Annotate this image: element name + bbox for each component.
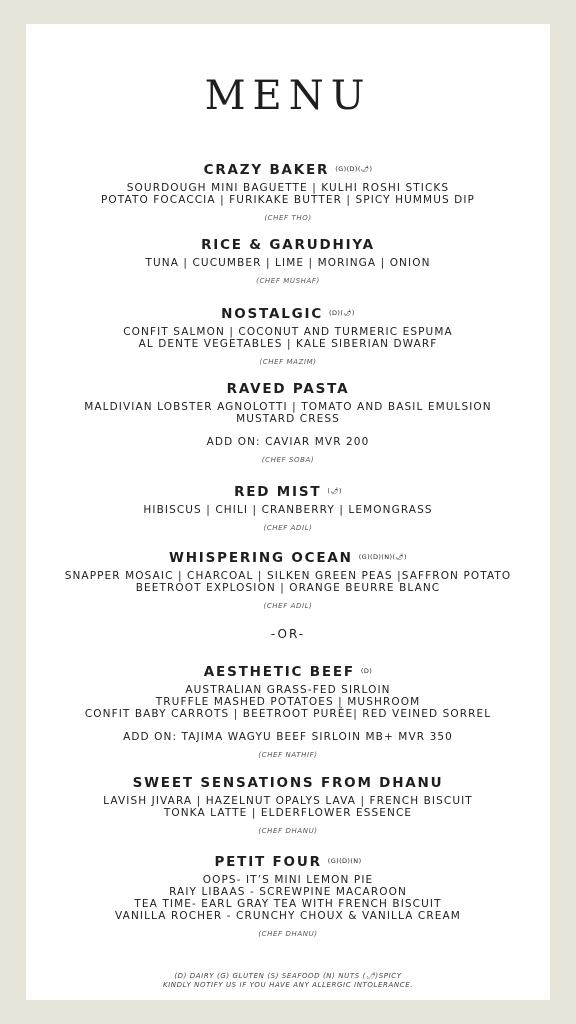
course-name: [26, 380, 550, 398]
course-description-line: TEA TIME- EARL GRAY TEA WITH FRENCH BISCUIT: [134, 898, 442, 910]
course-description-line: RAIY LIBAAS - SCREWPINE MACAROON: [169, 886, 407, 898]
course-name: [26, 236, 550, 254]
allergen-tags: (D)(🌶): [329, 309, 355, 317]
course-whispering-ocean: [26, 548, 550, 611]
allergen-legend: (D) DAIRY (G) GLUTEN (S) SEAFOOD (N) NUTS (🌶)SPICY: [174, 972, 402, 980]
course-aesthetic-beef: [26, 662, 550, 760]
chef-credit: (CHEF DHANU): [258, 827, 318, 835]
course-red-mist: [26, 482, 550, 533]
course-name: [26, 482, 550, 501]
course-name-text: SWEET SENSATIONS FROM DHANU: [132, 775, 444, 791]
course-sweet-sensations: [26, 774, 550, 836]
chef-credit: (CHEF SOBA): [261, 456, 315, 464]
allergen-tags: (G)(D)(🌶): [335, 165, 373, 173]
course-rice-garudhiya: [26, 236, 550, 286]
chef-credit: (CHEF NATHIF): [258, 751, 318, 759]
course-name-text: NOSTALGIC: [221, 306, 324, 322]
course-description-line: SNAPPER MOSAIC | CHARCOAL | SILKEN GREEN PEAS |SAFFRON POTATO: [64, 570, 512, 582]
allergen-tags: (G)(D)(N)(🌶): [358, 553, 407, 561]
allergen-tags: (D): [360, 667, 373, 675]
course-description-line: HIBISCUS | CHILI | CRANBERRY | LEMONGRASS: [143, 504, 433, 516]
course-nostalgic: [26, 304, 550, 367]
add-on-text: ADD ON: CAVIAR MVR 200: [206, 436, 370, 448]
allergen-footer: [26, 972, 550, 990]
or-separator: -OR-: [270, 627, 306, 641]
chef-credit: (CHEF DHANU): [258, 930, 318, 938]
allergen-tags: (G)(D)(N): [327, 857, 362, 865]
chef-credit: (CHEF MUSHAF): [256, 277, 320, 285]
course-name-text: CRAZY BAKER: [203, 162, 330, 178]
course-name: [26, 160, 550, 179]
course-description-line: AL DENTE VEGETABLES | KALE SIBERIAN DWARF: [138, 338, 438, 350]
add-on-text: ADD ON: TAJIMA WAGYU BEEF SIRLOIN MB+ MVR 350: [123, 731, 453, 743]
course-name-text: RICE & GARUDHIYA: [201, 237, 375, 253]
course-crazy-baker: [26, 160, 550, 223]
course-name-text: WHISPERING OCEAN: [169, 550, 353, 566]
chef-credit: (CHEF THO): [264, 214, 312, 222]
course-name-text: PETIT FOUR: [214, 854, 322, 870]
chef-credit: (CHEF ADIL): [263, 602, 313, 610]
allergy-notice: KINDLY NOTIFY US IF YOU HAVE ANY ALLERGIC INTOLERANCE.: [162, 981, 414, 989]
course-description-line: MALDIVIAN LOBSTER AGNOLOTTI | TOMATO AND BASIL EMULSION: [84, 401, 492, 413]
course-description-line: MUSTARD CRESS: [236, 413, 340, 425]
chef-credit: (CHEF ADIL): [263, 524, 313, 532]
course-description-line: OOPS- IT’S MINI LEMON PIE: [202, 874, 374, 886]
course-description-line: CONFIT BABY CARROTS | BEETROOT PURÉE| RED VEINED SORREL: [84, 708, 492, 720]
course-description-line: CONFIT SALMON | COCONUT AND TURMERIC ESPUMA: [123, 326, 453, 338]
course-description-line: SOURDOUGH MINI BAGUETTE | KULHI ROSHI STICKS: [126, 182, 450, 194]
page-title: MENU: [204, 73, 372, 119]
course-description-line: AUSTRALIAN GRASS-FED SIRLOIN: [185, 684, 391, 696]
course-raved-pasta: [26, 380, 550, 465]
course-name: [26, 662, 550, 681]
course-name-text: RED MIST: [234, 484, 322, 500]
course-description-line: VANILLA ROCHER - CRUNCHY CHOUX & VANILLA CREAM: [115, 910, 461, 922]
course-name: [26, 852, 550, 871]
course-description-line: POTATO FOCACCIA | FURIKAKE BUTTER | SPICY HUMMUS DIP: [101, 194, 475, 206]
course-name: [26, 548, 550, 567]
chef-credit: (CHEF MAZIM): [259, 358, 317, 366]
course-description-line: BEETROOT EXPLOSION | ORANGE BEURRE BLANC: [135, 582, 441, 594]
course-name-text: AESTHETIC BEEF: [203, 664, 355, 680]
course-petit-four: [26, 852, 550, 939]
course-name-text: RAVED PASTA: [226, 381, 350, 397]
course-description-line: TONKA LATTE | ELDERFLOWER ESSENCE: [163, 807, 413, 819]
course-description-line: TRUFFLE MASHED POTATOES | MUSHROOM: [155, 696, 421, 708]
allergen-tags: (🌶): [327, 487, 342, 495]
course-description-line: LAVISH JIVARA | HAZELNUT OPALYS LAVA | FRENCH BISCUIT: [103, 795, 473, 807]
course-name: [26, 304, 550, 323]
course-name: [26, 774, 550, 792]
menu-card: [26, 24, 550, 1000]
course-description-line: TUNA | CUCUMBER | LIME | MORINGA | ONION: [145, 257, 431, 269]
